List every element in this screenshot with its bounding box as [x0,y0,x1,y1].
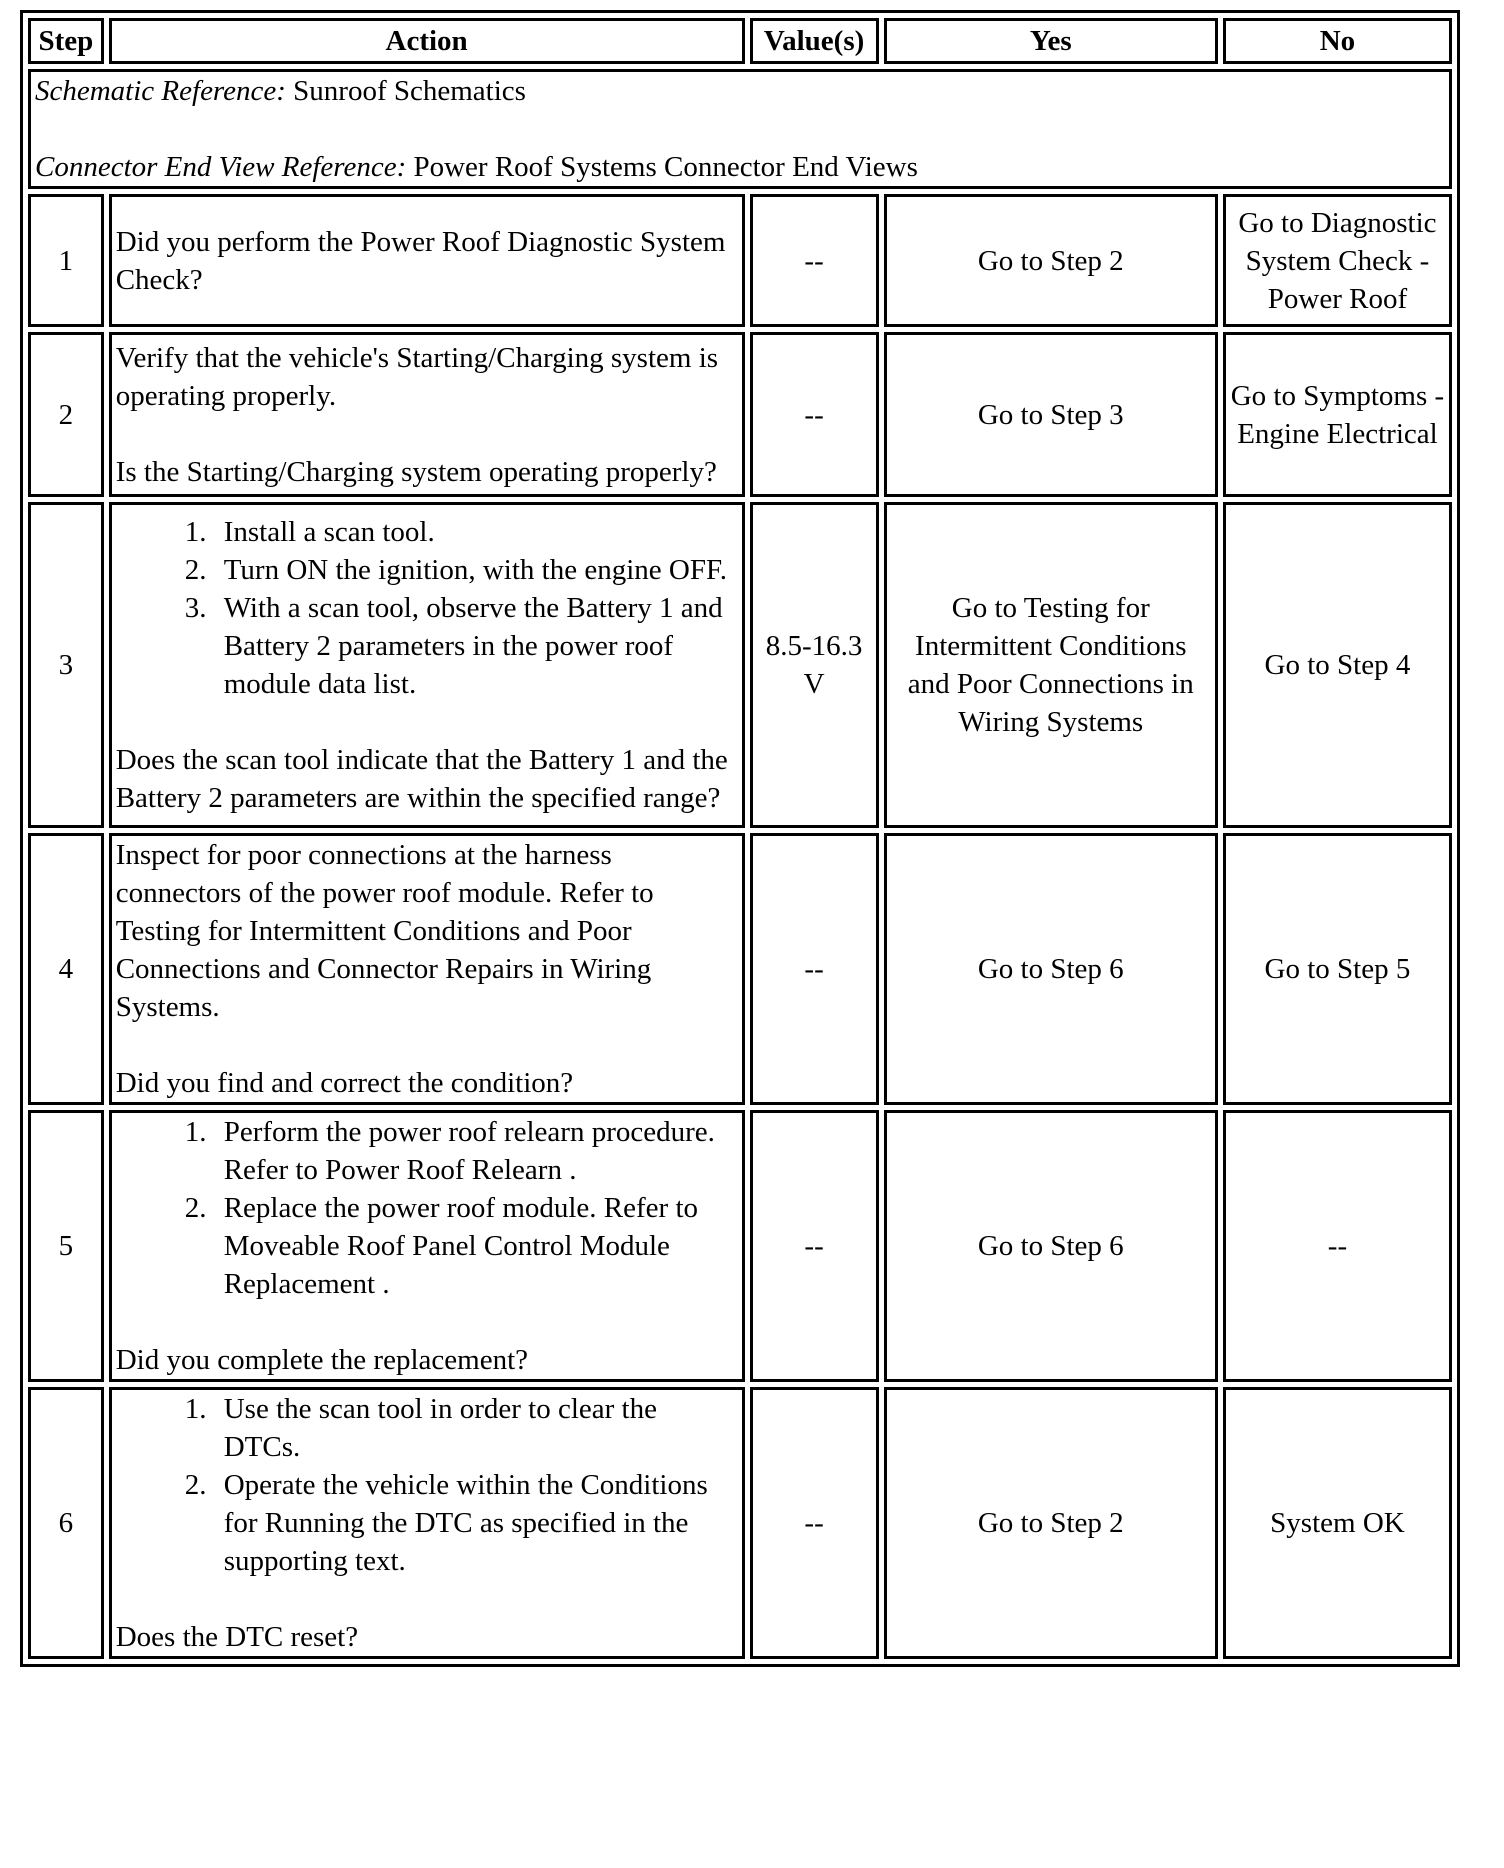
table-row [28,502,1452,828]
no-cell[interactable]: Go to Step 5 [1223,833,1452,1105]
yes-cell[interactable]: Go to Step 2 [884,1387,1218,1659]
action-cell [109,502,745,828]
action-question: Is the Starting/Charging system operating properly? [115,455,717,488]
header-action: Action [109,18,745,64]
table-row [28,332,1452,497]
step-number: 3 [28,502,104,828]
connector-reference-label: Connector End View Reference: [35,151,407,183]
action-question: Does the scan tool indicate that the Battery 1 and the Battery 2 parameters are within the specified range? [115,744,728,814]
yes-cell[interactable]: Go to Testing for Intermittent Conditions and Poor Connections in Wiring Systems [884,502,1218,828]
no-cell: -- [1223,1110,1452,1382]
table-row [28,833,1452,1105]
action-question: Did you find and correct the condition? [115,1067,574,1099]
action-cell [109,1387,745,1659]
step-number: 5 [28,1110,104,1382]
reference-cell [28,69,1452,189]
yes-cell[interactable]: Go to Step 2 [884,194,1218,327]
action-cell [109,194,745,327]
diagnostic-table [20,10,1460,1667]
action-question: Did you complete the replacement? [115,1344,528,1376]
step-number: 2 [28,332,104,497]
action-cell [109,1110,745,1382]
reference-row [28,69,1452,189]
list-item: 2. Replace the power roof module. Refer to Moveable Roof Panel Control Module Replacement . [214,1189,738,1303]
no-cell[interactable]: Go to Symptoms - Engine Electrical [1223,332,1452,497]
schematic-reference-label: Schematic Reference: [35,75,286,107]
header-step: Step [28,18,104,64]
step-number: 1 [28,194,104,327]
value-cell: -- [750,833,879,1105]
yes-cell[interactable]: Go to Step 3 [884,332,1218,497]
list-item: 2. Turn ON the ignition, with the engine OFF. [214,551,738,589]
list-item: 2. Operate the vehicle within the Conditions for Running the DTC as specified in the supporting text. [214,1466,738,1580]
header-row [28,18,1452,64]
action-list [116,1113,738,1303]
connector-reference-link[interactable]: Power Roof Systems Connector End Views [413,151,918,183]
header-values: Value(s) [750,18,879,64]
yes-cell[interactable]: Go to Step 6 [884,1110,1218,1382]
no-cell: System OK [1223,1387,1452,1659]
list-item: 3. With a scan tool, observe the Battery 1 and Battery 2 parameters in the power roof module data list. [214,589,738,703]
table-row [28,1387,1452,1659]
action-cell [109,332,745,497]
list-item: 1. Install a scan tool. [214,513,738,551]
action-text: Did you perform the Power Roof Diagnostic System Check? [115,225,726,296]
value-cell: -- [750,1387,879,1659]
table-row [28,194,1452,327]
action-question: Does the DTC reset? [115,1621,359,1653]
value-cell: -- [750,332,879,497]
action-list [116,513,738,703]
yes-cell[interactable]: Go to Step 6 [884,833,1218,1105]
action-cell [109,833,745,1105]
no-cell[interactable]: Go to Step 4 [1223,502,1452,828]
value-cell: 8.5-16.3 V [750,502,879,828]
schematic-reference [35,72,1445,110]
value-cell: -- [750,1110,879,1382]
schematic-reference-link[interactable]: Sunroof Schematics [293,75,526,107]
connector-reference [35,148,1445,186]
action-text: Verify that the vehicle's Starting/Charging system is operating properly. [115,341,719,412]
action-text: Inspect for poor connections at the harness connectors of the power roof module. Refer to Testing for Intermittent Conditions and Poor Connections and Connector Repairs in Wiring Systems. [115,839,654,1023]
list-item: 1. Perform the power roof relearn procedure. Refer to Power Roof Relearn . [214,1113,738,1189]
table-row [28,1110,1452,1382]
step-number: 6 [28,1387,104,1659]
no-cell[interactable]: Go to Diagnostic System Check - Power Roof [1223,194,1452,327]
list-item: 1. Use the scan tool in order to clear the DTCs. [214,1390,738,1466]
header-no: No [1223,18,1452,64]
action-list [116,1390,738,1580]
step-number: 4 [28,833,104,1105]
header-yes: Yes [884,18,1218,64]
value-cell: -- [750,194,879,327]
